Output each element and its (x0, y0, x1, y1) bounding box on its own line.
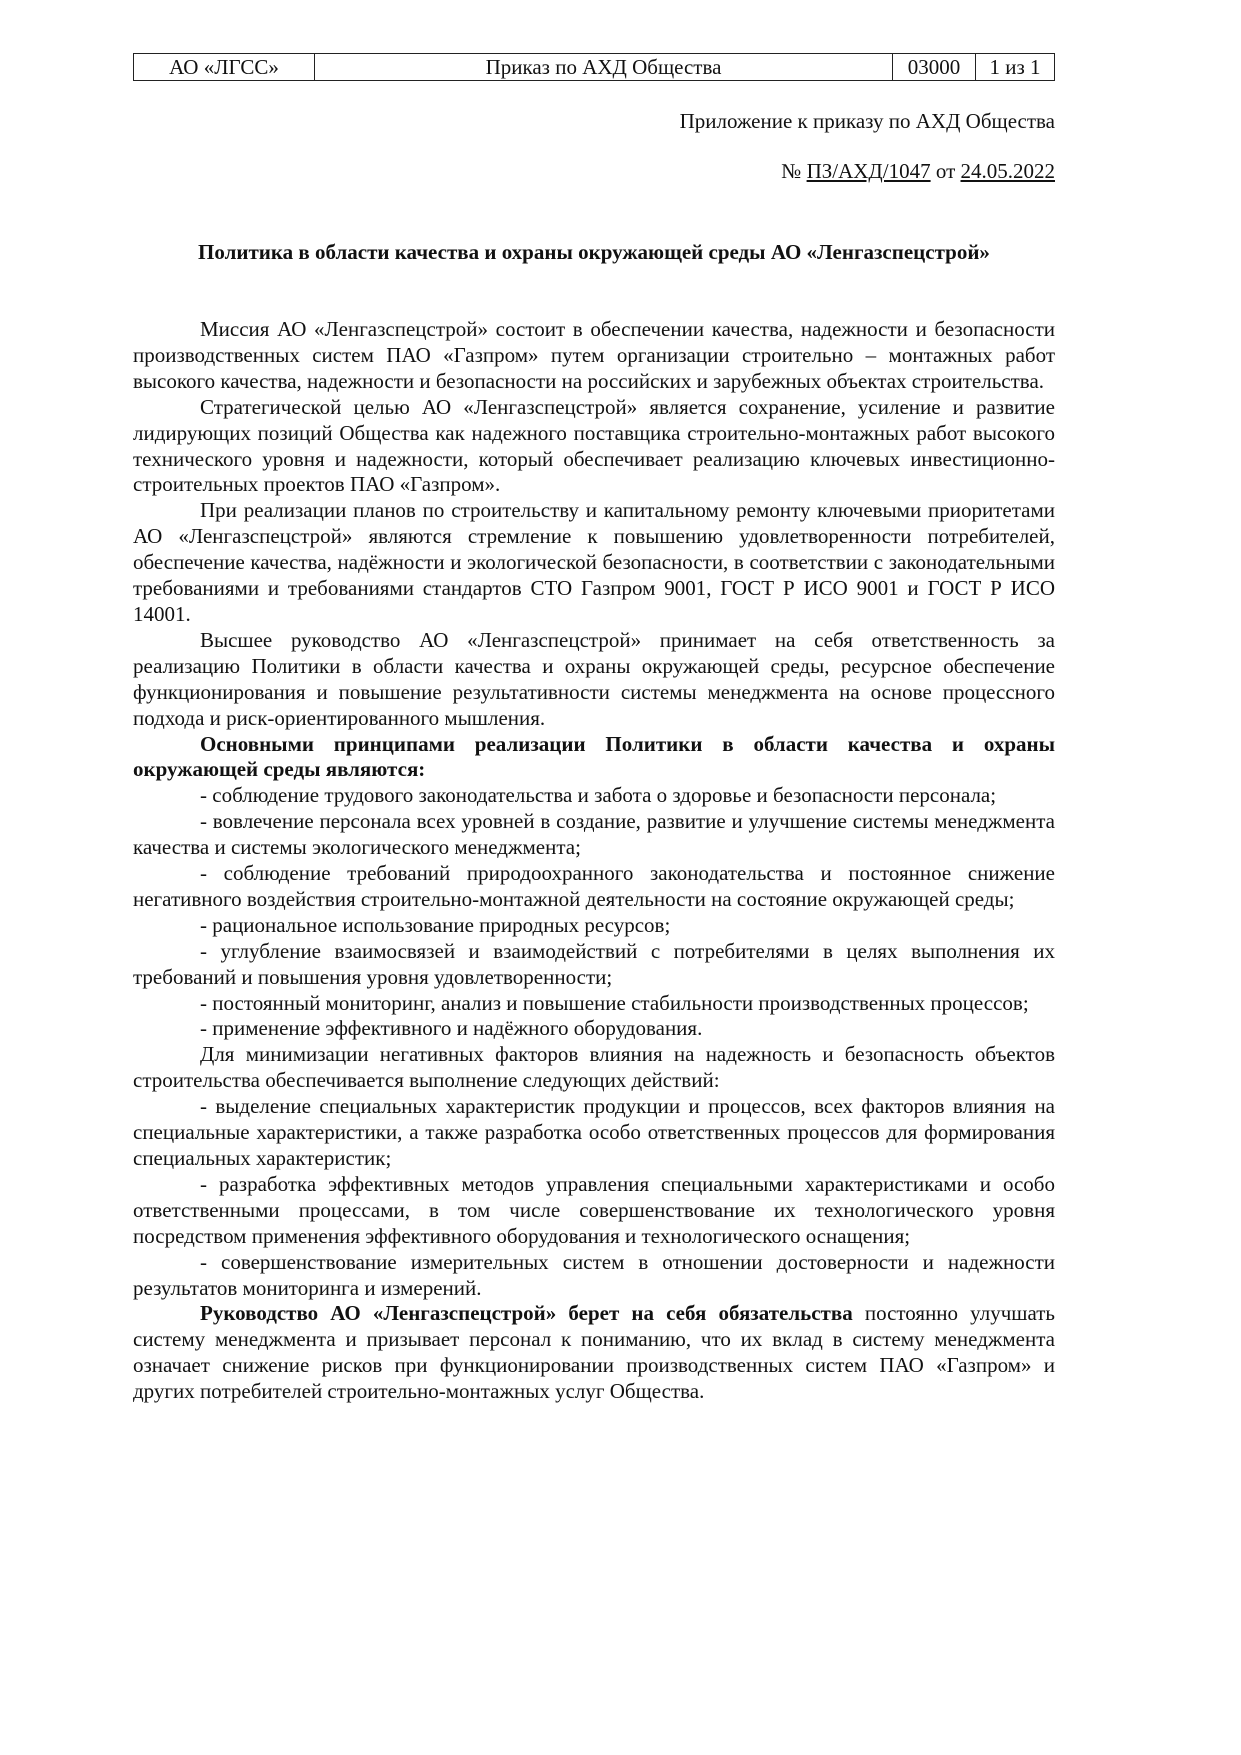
paragraph-strategy: Стратегической целью АО «Ленгазспецстрой» является сохранение, усиление и развитие лидирующих позиций Общества как надежного поставщика строительно-монтажных работ высокого технического уровня и надежности, который обеспечивает реализацию ключевых инвестиционно-строительных проектов ПАО «Газпром». (133, 394, 1055, 497)
appendix-line: Приложение к приказу по АХД Общества (679, 109, 1055, 133)
header-page: 1 из 1 (976, 54, 1055, 81)
list-item: - рациональное использование природных ресурсов; (200, 912, 671, 937)
order-number: ПЗ/АХД/1047 (806, 159, 931, 183)
list-item: - соблюдение требований природоохранного законодательства и постоянное снижение негативного воздействия строительно-монтажной деятельности на состояние окружающей среды; (133, 861, 1055, 911)
list-item: - применение эффективного и надёжного оборудования. (200, 1016, 703, 1041)
paragraph-actions-intro: Для минимизации негативных факторов влияния на надежность и безопасность объектов строительства обеспечивается выполнение следующих действий: (133, 1042, 1055, 1093)
list-item: - углубление взаимосвязей и взаимодействий с потребителями в целях выполнения их требований и повышения уровня удовлетворенности; (133, 938, 1055, 989)
appendix-number-line (133, 159, 1055, 183)
principles-heading: Основными принципами реализации Политики в области качества и охраны окружающей среды являются: (133, 731, 1055, 782)
header-code: 03000 (893, 54, 976, 81)
number-prefix: № (781, 159, 807, 183)
list-item: - постоянный мониторинг, анализ и повышение стабильности производственных процессов; (200, 990, 1029, 1015)
header-doc-type: Приказ по АХД Общества (315, 54, 893, 81)
paragraph-commitment (133, 1301, 1055, 1405)
list-item: - разработка эффективных методов управления специальными характеристиками и особо ответственными процессами, в том числе совершенствование их технологического уровня посредством применения эффективного оборудования и технологического оснащения; (133, 1171, 1055, 1248)
list-item: - совершенствование измерительных систем в отношении достоверности и надежности результатов мониторинга и измерений. (133, 1249, 1055, 1300)
list-item: - выделение специальных характеристик продукции и процессов, всех факторов влияния на специальные характеристики, а также разработка особо ответственных процессов для формирования специальных характеристик; (133, 1094, 1055, 1170)
header-org: АО «ЛГСС» (134, 54, 315, 81)
commitment-rest: постоянно улучшать систему менеджмента и призывает персонал к пониманию, что их вклад в систему менеджмента означает снижение рисков при функционировании производственных систем ПАО «Газпром» и других потребителей строительно-монтажных услуг Общества. (133, 1301, 1055, 1404)
list-item: - соблюдение трудового законодательства и забота о здоровье и безопасности персонала; (200, 783, 997, 808)
list-item: - вовлечение персонала всех уровней в создание, развитие и улучшение системы менеджмента качества и системы экологического менеджмента; (133, 809, 1055, 860)
document-body (133, 317, 1055, 1405)
document-page (133, 53, 1055, 1405)
paragraph-management: Высшее руководство АО «Ленгазспецстрой» принимает на себя ответственность за реализацию Политики в области качества и охраны окружающей среды, ресурсное обеспечение функционирования и повышение результативности системы менеджмента на основе процессного подхода и риск-ориентированного мышления. (133, 627, 1055, 730)
commitment-bold: Руководство АО «Ленгазспецстрой» берет на себя обязательства (200, 1301, 853, 1326)
order-date: 24.05.2022 (960, 159, 1055, 183)
from-word: от (930, 159, 961, 183)
paragraph-priorities: При реализации планов по строительству и капитальному ремонту ключевыми приоритетами АО «Ленгазспецстрой» являются стремление к повышению удовлетворенности потребителей, обеспечение качества, надёжности и экологической безопасности, в соответствии с законодательными требованиями и требованиями стандартов СТО Газпром 9001, ГОСТ Р ИСО 9001 и ГОСТ Р ИСО 14001. (133, 498, 1055, 626)
paragraph-mission: Миссия АО «Ленгазспецстрой» состоит в обеспечении качества, надежности и безопасности производственных систем ПАО «Газпром» путем организации строительно – монтажных работ высокого качества, надежности и безопасности на российских и зарубежных объектах строительства. (133, 317, 1055, 393)
document-title: Политика в области качества и охраны окружающей среды АО «Ленгазспецстрой» (198, 240, 990, 264)
header-table (133, 53, 1055, 81)
